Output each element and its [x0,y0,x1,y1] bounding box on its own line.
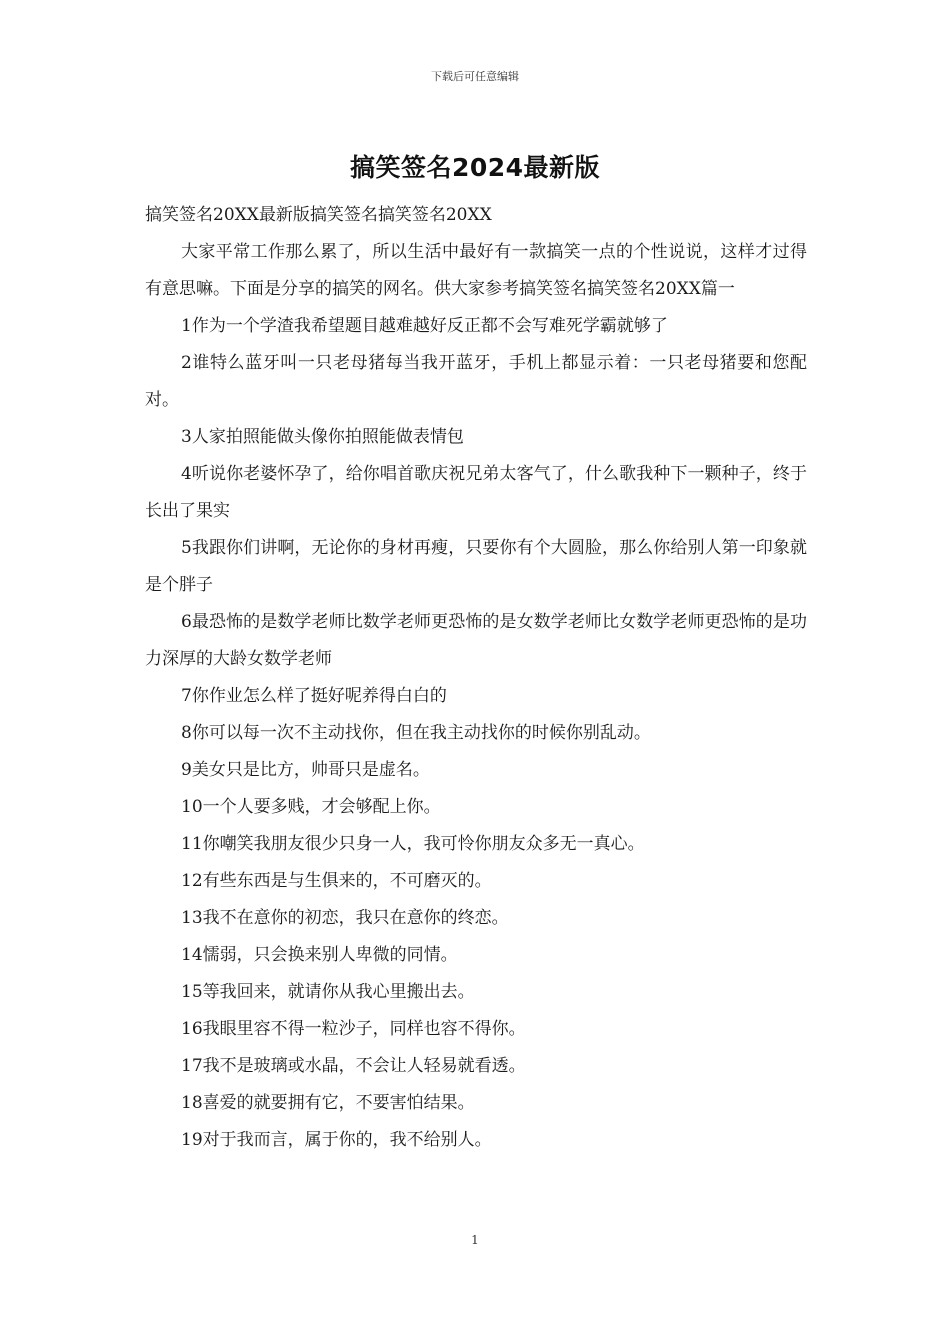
list-item: 17我不是玻璃或水晶，不会让人轻易就看透。 [181,1056,526,1076]
list-item: 10一个人要多贱，才会够配上你。 [181,797,441,817]
list-item: 6最恐怖的是数学老师比数学老师更恐怖的是女数学老师比女数学老师更恐怖的是功力深厚的大龄女数学老师 [145,612,807,669]
list-item: 3人家拍照能做头像你拍照能做表情包 [181,427,464,447]
document-body [145,197,807,1159]
list-item: 5我跟你们讲啊，无论你的身材再瘦，只要你有个大圆脸，那么你给别人第一印象就是个胖子 [145,538,807,595]
list-item: 7你作业怎么样了挺好呢养得白白的 [181,686,447,706]
list-item: 1作为一个学渣我希望题目越难越好反正都不会写难死学霸就够了 [181,316,668,336]
list-item: 13我不在意你的初恋，我只在意你的终恋。 [181,908,509,928]
intro-paragraph: 大家平常工作那么累了，所以生活中最好有一款搞笑一点的个性说说，这样才过得有意思嘛。下面是分享的搞笑的网名。供大家参考搞笑签名搞笑签名20XX篇一 [145,242,807,299]
subtitle-line: 搞笑签名20XX最新版搞笑签名搞笑签名20XX [145,205,492,225]
list-item: 18喜爱的就要拥有它，不要害怕结果。 [181,1093,475,1113]
list-item: 8你可以每一次不主动找你，但在我主动找你的时候你别乱动。 [181,723,651,743]
header-note: 下载后可任意编辑 [431,70,519,83]
list-item: 15等我回来，就请你从我心里搬出去。 [181,982,475,1002]
list-item: 16我眼里容不得一粒沙子，同样也容不得你。 [181,1019,526,1039]
list-item: 14懦弱，只会换来别人卑微的同情。 [181,945,458,965]
list-item: 9美女只是比方，帅哥只是虚名。 [181,760,430,780]
list-item: 12有些东西是与生俱来的，不可磨灭的。 [181,871,492,891]
list-item: 2谁特么蓝牙叫一只老母猪每当我开蓝牙，手机上都显示着：一只老母猪要和您配对。 [145,353,807,410]
list-item: 19对于我而言，属于你的，我不给别人。 [181,1130,492,1150]
page-number: 1 [471,1233,479,1247]
list-item: 4听说你老婆怀孕了，给你唱首歌庆祝兄弟太客气了，什么歌我种下一颗种子，终于长出了果实 [145,464,807,521]
document-title: 搞笑签名2024最新版 [349,153,601,182]
list-item: 11你嘲笑我朋友很少只身一人，我可怜你朋友众多无一真心。 [181,834,645,854]
